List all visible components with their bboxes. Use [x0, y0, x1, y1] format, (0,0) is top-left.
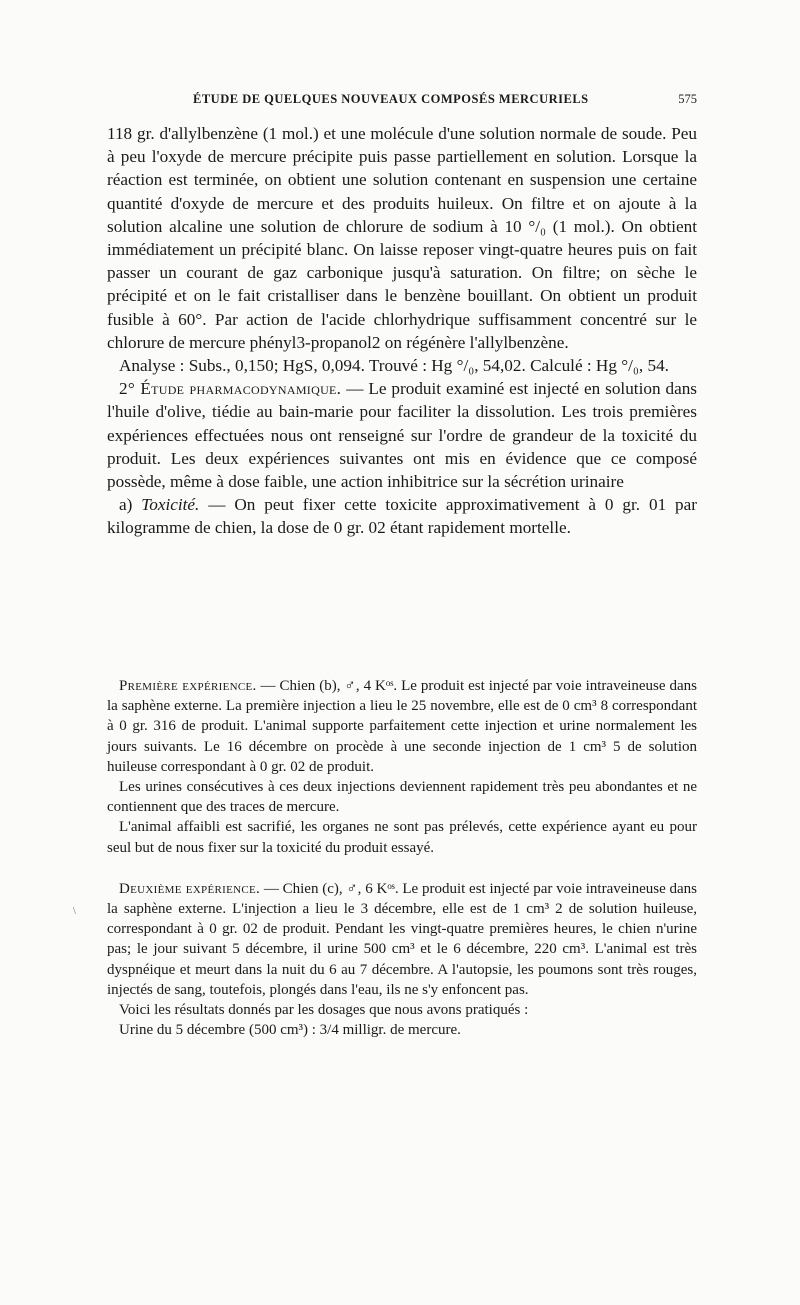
paragraph-synthesis: 118 gr. d'allylbenzène (1 mol.) et une molécule d'une solution normale de soude. Peu à peu l'oxyde de mercure précipite puis passe partiellement en solution. Lorsque la réaction est terminée, on obtient une solution contenant en suspension une certaine quantité d'oxyde de mercure et des produits huileux. On filtre et on ajoute à la solution alcaline une solution de chlorure de sodium à 10 °/₀ (1 mol.). On obtient immédiatement un précipité blanc. On laisse reposer vingt-quatre heures puis on fait passer un courant de gaz carbonique jusqu'à saturation. On filtre; on sèche le précipité et on le fait cristalliser dans le benzène bouillant. On obtient un produit fusible à 60°. Par action de l'acide chlorhydrique suffisamment concentré sur le chlorure de mercure phényl3-propanol2 on régénère l'allylbenzène.	[107, 124, 697, 352]
running-title: ÉTUDE DE QUELQUES NOUVEAUX COMPOSÉS MERCURIELS	[193, 92, 589, 106]
paragraph-pharmacodynamic	[107, 377, 697, 493]
main-text	[107, 122, 697, 540]
section-heading-pharmacodynamic: 2° Étude pharmacodynamique.	[119, 379, 342, 399]
toxicity-heading: Toxicité.	[141, 495, 200, 515]
paragraph-experiment-2	[107, 879, 697, 1000]
page-header	[107, 92, 697, 112]
toxicity-prefix: a)	[119, 495, 142, 515]
paragraph-experiment-1-urines: Les urines consécutives à ces deux injections deviennent rapidement très peu abondantes et ne contiennent que des traces de mercure.	[107, 779, 697, 816]
paragraph-experiment-1	[107, 676, 697, 777]
experiments-text	[107, 676, 697, 1040]
experiment-2-text: — Chien (c), ♂, 6 Kᵒˢ. Le produit est injecté par voie intraveineuse dans la saphène externe. L'injection a lieu le 3 décembre, elle est de 1 cm³ 2 de solution huileuse, correspondant à 0 gr. 02 de produit. Pendant les vingt-quatre premières heures, le chien n'urine pas; le jour suivant 5 décembre, il urine 500 cm³ et le 6 décembre, 220 cm³. L'animal est très dyspnéique et meurt dans la nuit du 6 au 7 décembre. A l'autopsie, les poumons sont très rouges, injectés de sang, toutefois, plongés dans l'eau, ils ne s'y enfoncent pas.	[107, 880, 698, 998]
pharmacodynamic-text: — Le produit examiné est injecté en solution dans l'huile d'olive, tiédie au bain-marie pour faciliter la dissolution. Les trois premières expériences effectuées nous ont renseigné sur l'ordre de grandeur de la toxicité du produit. Les deux expériences suivantes ont mis en évidence que ce composé possède, même à dose faible, une action inhibitrice sur la sécrétion urinaire	[107, 379, 697, 492]
paragraph-experiment-1-conclusion: L'animal affaibli est sacrifié, les organes ne sont pas prélevés, cette expérience ayant eu pour seul but de nous fixer sur la toxicité du produit essayé.	[107, 819, 697, 856]
margin-mark: \	[73, 906, 76, 917]
page-number: 575	[678, 92, 697, 106]
paragraph-analysis: Analyse : Subs., 0,150; HgS, 0,094. Trouvé : Hg °/₀, 54,02. Calculé : Hg °/₀, 54.	[119, 356, 669, 376]
experiment-1-heading: Première expérience.	[119, 678, 257, 694]
paragraph-toxicity	[107, 493, 697, 539]
paragraph-experiment-2-urine-result: Urine du 5 décembre (500 cm³) : 3/4 milligr. de mercure.	[119, 1022, 461, 1039]
experiment-2-heading: Deuxième expérience.	[119, 880, 261, 897]
toxicity-text: — On peut fixer cette toxicite approximativement à 0 gr. 01 par kilogramme de chien, la dose de 0 gr. 02 étant rapidement mortelle.	[107, 495, 698, 538]
paragraph-experiment-2-results-intro: Voici les résultats donnés par les dosages que nous avons pratiqués :	[119, 1002, 529, 1019]
experiment-1-text: — Chien (b), ♂, 4 Kᵒˢ. Le produit est injecté par voie intraveineuse dans la saphène externe. La première injection a lieu le 25 novembre, elle est de 0 cm³ 8 correspondant à 0 gr. 316 de produit. L'animal supporte parfaitement cette injection et urine normalement les jours suivants. Le 16 décembre on procède à une seconde injection de 1 cm³ 5 de solution huileuse correspondant à 0 gr. 02 de produit.	[107, 678, 697, 775]
